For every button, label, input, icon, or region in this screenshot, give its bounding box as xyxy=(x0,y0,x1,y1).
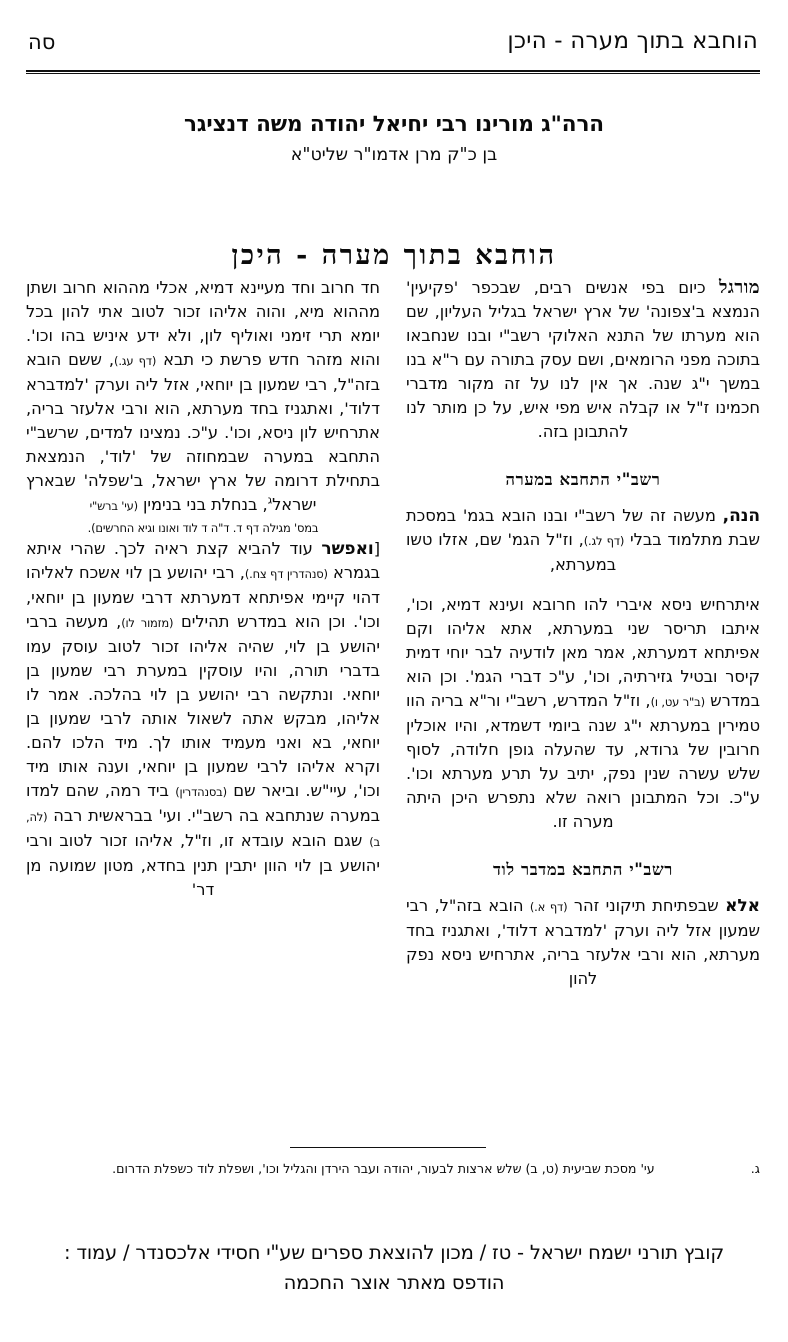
paragraph-text: עוד להביא קצת ראיה לכך. שהרי איתא בגמרא xyxy=(26,539,380,582)
paragraph-text: שבפתיחת תיקוני זהר xyxy=(567,896,726,915)
paragraph-text: איתרחיש ניסא איברי להו חרובא ועינא דמיא, וכו', איתבו תריסר שני במערתא, אתא אליהו וקם אפיתחא דמערתא, אמר מאן לודעיה לבר יוחי דמית קיסר ובטיל גזירתיה, וכו', ע"כ דברי הגמ'. וכן הוא במדרש xyxy=(406,595,761,710)
paragraph-text: ביד רמה, שהם למדו במערה שנתחבא בה רשב"י. ועי' בבראשית רבה xyxy=(26,781,380,825)
two-column-body xyxy=(26,276,760,1136)
source-citation: (בסנהדרין) xyxy=(175,785,227,799)
paragraph-text: הובא בזה"ל, רבי שמעון אזל ליה וערק 'למדברא דלוד', ואתגניז בחד מערתא, הוא ורבי אלעזר בריה, אתרחיש ניסא נפק להון xyxy=(406,896,760,988)
section-heading-lod: רשב"י התחבא במדבר לוד xyxy=(493,860,673,879)
paragraph-morgal xyxy=(406,276,760,444)
author-name: הרה"ג מורינו רבי יחיאל יהודה משה דנציגר xyxy=(184,112,604,137)
paragraph-text: מעשה זה של רשב"י ובנו הובא בגמ' במסכת שבת מתלמוד בבלי xyxy=(406,506,760,549)
article-byline xyxy=(0,112,788,167)
footer-source-line: הודפס מאתר אוצר החכמה xyxy=(283,1271,505,1294)
footnote-separator-rule xyxy=(290,1147,486,1148)
source-citation: (מזמור לו) xyxy=(121,616,174,630)
paragraph-text: , רבי יהושע בן לוי אשכח לאליהו דהוי קיימי אפיתחא דמערתא דרבי שמעון בן יוחאי, וכו'. וכן הוא במדרש תהילים xyxy=(26,563,381,631)
footer-publication-line: קובץ תורני ישמח ישראל - טז / מכון להוצאת ספרים שע"י חסידי אלכסנדר / עמוד : xyxy=(64,1241,724,1264)
footnote-text: עי' מסכת שביעית (ט, ב) שלש ארצות לבעור, יהודה ועבר הירדן והגליל וכו', ושפלת לוד כשפלת הדרום. xyxy=(112,1161,655,1176)
running-head xyxy=(28,28,758,72)
footnote-item xyxy=(26,1158,760,1179)
paragraph-veefshar xyxy=(26,537,380,902)
paragraph-lead-word: ואפשר xyxy=(321,539,374,559)
paragraph-lead-word: אלא xyxy=(725,896,760,916)
paragraph-lead-word: הנה, xyxy=(722,506,760,526)
column-left xyxy=(26,276,380,1136)
source-citation: (עי' ברש"י xyxy=(89,499,138,513)
paragraph-citation-tail: במס' מגילה דף ד. ד"ה ד לוד ואונו וגיא החרשים). xyxy=(87,521,319,535)
source-citation: (לה, ב) xyxy=(26,810,380,849)
paragraph-text: , וז"ל המדרש, רשב"י ור"א בריה הוו טמירין במערתא י"ג שנה ביומי דשמדא, והיו אוכלין חרובין של גרודא, עד שהעלה גופן חלודה, לסוף שלש עשרה שנין נפק, יתיב על תרע מערתא וכו'. ע"כ. וכל המתבונן רואה שלא נתפרש היכן היתה מערה זו. xyxy=(406,691,760,831)
author-subtitle: בן כ"ק מרן אדמו"ר שליט"א xyxy=(290,144,498,165)
paragraph-zohar-continuation xyxy=(26,276,380,518)
paragraph-text: , מעשה ברבי יהושע בן לוי, שהיה אליהו זכור לטוב עוסק עמו בדברי תורה, והיו עוסקין במערת רבי שמעון בן יוחאי. ונתקשה רבי יהושע בן לוי בהלכה. אמר לו אליהו, מבקש אתה לשאול אותה לרבי שמעון בן יוחאי, בא ואני מעמיד אותו לך. מיד הלכו להם. וקרא אליהו לרבי שמעון בן יוחאי, וענה אותו מיד וכו', עיי"ש. וביאר שם xyxy=(26,612,381,800)
article-title: הוחבא בתוך מערה - היכן xyxy=(231,240,557,272)
footnote-marker: ג xyxy=(267,493,273,507)
header-divider-rule xyxy=(26,70,760,74)
page-footer xyxy=(0,1238,788,1298)
source-citation: (דף עג.) xyxy=(114,354,157,368)
paragraph-text: , בנחלת בני בנימין xyxy=(137,495,268,514)
paragraph-text: , ששם הובא בזה"ל, רבי שמעון בן יוחאי, אזל ליה וערק 'למדברא דלוד', ואתגניז בחד מערתא, הוא ורבי אלעזר בריה, אתרחיש לון ניסא, וכו'. ע"כ. נמצינו למדים, שרשב"י התחבא במערה שבמחוזה של 'לוד', הנמצאת בתחילת דרומה של ארץ ישראל, ב'שפלה' שבארץ ישראל xyxy=(26,350,380,514)
running-head-title: הוחבא בתוך מערה - היכן xyxy=(507,28,758,54)
paragraph-hineh xyxy=(406,504,760,577)
source-citation: (סנהדרין דף צח.) xyxy=(244,567,328,581)
paragraph-text: שגם הובא עובדא זו, וז"ל, אליהו זכור לטוב ורבי יהושע בן לוי הוון יתבין תנין בחדא, מטון שמועה מן דר' xyxy=(26,831,380,899)
bracket-open: [ xyxy=(373,539,380,558)
source-citation: (ב"ר עט, ו) xyxy=(650,695,705,709)
paragraph-text: כיום בפי אנשים רבים, שבכפר 'פקיעין' הנמצא ב'צפונה' של ארץ ישראל בגליל העליון, שם הוא מערתו של התנא האלוקי רשב"י ובנו שנחבאו בתוכה מפני הרומאים, ושם עסק בתורה עם ר"א בנו במשך י"ג שנה. אך אין לנו על זה מקור מדברי חכמינו ז"ל או קבלה איש מפי איש, על כן מותר לנו להתבונן בזה. xyxy=(406,278,760,441)
source-citation: (דף לג.) xyxy=(583,534,625,548)
column-right xyxy=(406,276,760,1136)
paragraph-text: חד חרוב וחד מעיינא דמיא, אכלי מההוא חרוב ושתן מההוא מיא, והוה אליהו זכור לטוב אתי להון בכל יומא תרי זימני ואוליף לון, ולא ידע איניש בהו וכו'. והוא מזהר חדש פרשת כי תבא xyxy=(26,278,380,369)
paragraph-gemara-quote xyxy=(406,593,760,834)
footnote-number: ג. xyxy=(750,1161,760,1176)
section-heading-cave: רשב"י התחבא במערה xyxy=(505,470,661,489)
page-folio-number: סה xyxy=(28,30,56,54)
footnotes-section xyxy=(26,1158,760,1179)
paragraph-text: , וז"ל הגמ' שם, אזלו טשו במערתא, xyxy=(406,530,617,574)
paragraph-lead-word: מורגל xyxy=(719,277,760,298)
paragraph-ela xyxy=(406,894,760,991)
source-citation: (דף א.) xyxy=(529,900,568,914)
